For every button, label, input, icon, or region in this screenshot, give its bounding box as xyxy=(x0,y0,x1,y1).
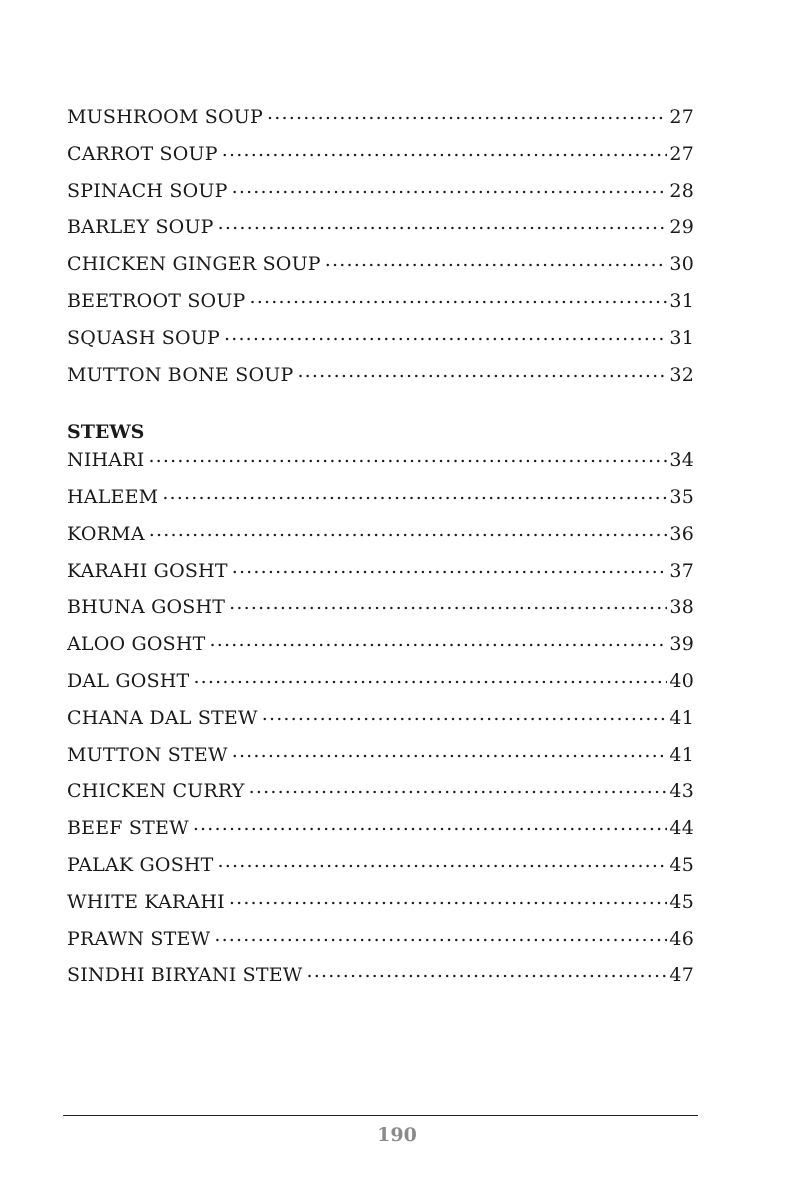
dot-leader xyxy=(193,668,667,687)
toc-entry-title: MUTTON STEW xyxy=(67,743,228,766)
dot-leader xyxy=(218,214,668,233)
toc-entry-page: 40 xyxy=(669,669,694,692)
toc-entry-title: SPINACH SOUP xyxy=(67,179,228,202)
toc-entry-page: 27 xyxy=(669,106,694,128)
toc-entry-title: DAL GOSHT xyxy=(67,669,190,692)
dot-leader xyxy=(162,484,667,503)
toc-entry-page: 46 xyxy=(669,927,694,950)
dot-leader xyxy=(262,705,668,724)
toc-entry-title: HALEEM xyxy=(67,485,159,508)
toc-entry-page: 30 xyxy=(669,253,694,276)
section-heading-stews: STEWS xyxy=(67,421,145,444)
dot-leader xyxy=(307,962,668,981)
toc-entry-page: 29 xyxy=(669,216,694,239)
toc-entry xyxy=(67,141,694,178)
dot-leader xyxy=(249,778,668,797)
dot-leader xyxy=(267,104,667,123)
toc-entry-page: 31 xyxy=(669,289,694,312)
toc-entry-title: CHANA DAL STEW xyxy=(67,706,258,729)
dot-leader xyxy=(229,889,668,908)
toc-entry-title: BEETROOT SOUP xyxy=(67,289,246,312)
table-of-contents xyxy=(67,104,694,999)
toc-entry-page: 45 xyxy=(669,853,694,876)
toc-entry-title: SQUASH SOUP xyxy=(67,326,220,349)
toc-entry-page: 35 xyxy=(669,485,694,508)
dot-leader xyxy=(148,447,667,466)
footer-divider xyxy=(63,1115,698,1116)
toc-entry-page: 28 xyxy=(669,179,694,202)
dot-leader xyxy=(214,926,667,945)
toc-entry-title: BEEF STEW xyxy=(67,817,189,840)
dot-leader xyxy=(232,178,668,197)
toc-entry xyxy=(67,705,694,742)
toc-entry-page: 32 xyxy=(669,363,694,386)
toc-entry xyxy=(67,558,694,595)
dot-leader xyxy=(222,141,668,160)
toc-entry-page: 27 xyxy=(669,142,694,165)
toc-entry-title: ALOO GOSHT xyxy=(67,633,206,656)
toc-entry-page: 41 xyxy=(669,743,694,766)
toc-entry-page: 41 xyxy=(669,706,694,729)
dot-leader xyxy=(250,288,668,307)
dot-leader xyxy=(325,251,668,270)
toc-entry xyxy=(67,594,694,631)
dot-leader xyxy=(229,594,667,613)
toc-entry xyxy=(67,214,694,251)
toc-entry xyxy=(67,104,694,141)
toc-entry xyxy=(67,521,694,558)
toc-entry xyxy=(67,852,694,889)
toc-entry xyxy=(67,742,694,779)
toc-entry xyxy=(67,962,694,999)
toc-entry xyxy=(67,778,694,815)
toc-entry-page: 37 xyxy=(669,559,694,582)
toc-entry-title: CHICKEN CURRY xyxy=(67,780,245,803)
toc-entry-page: 47 xyxy=(669,964,694,987)
toc-entry-page: 36 xyxy=(669,522,694,545)
toc-entry xyxy=(67,325,694,362)
toc-entry-title: CARROT SOUP xyxy=(67,142,218,165)
dot-leader xyxy=(210,631,668,650)
toc-entry-title: PALAK GOSHT xyxy=(67,853,214,876)
toc-entry-title: BHUNA GOSHT xyxy=(67,596,226,619)
toc-entry-page: 34 xyxy=(669,449,694,472)
toc-entry-title: NIHARI xyxy=(67,449,145,472)
toc-entry-page: 45 xyxy=(669,890,694,913)
toc-entry xyxy=(67,889,694,926)
toc-entry-title: MUTTON BONE SOUP xyxy=(67,363,294,386)
toc-entry-title: PRAWN STEW xyxy=(67,927,211,950)
toc-entry-title: CHICKEN GINGER SOUP xyxy=(67,253,321,276)
dot-leader xyxy=(218,852,668,871)
toc-entry-title: WHITE KARAHI xyxy=(67,890,225,913)
dot-leader xyxy=(193,815,668,834)
toc-entry-page: 43 xyxy=(669,780,694,803)
dot-leader xyxy=(232,742,668,761)
toc-entry xyxy=(67,288,694,325)
soups-list xyxy=(67,104,694,398)
toc-entry xyxy=(67,484,694,521)
dot-leader xyxy=(224,325,667,344)
dot-leader xyxy=(232,558,668,577)
toc-entry-title: KARAHI GOSHT xyxy=(67,559,228,582)
toc-entry xyxy=(67,251,694,288)
dot-leader xyxy=(297,362,667,381)
toc-entry xyxy=(67,668,694,705)
toc-entry xyxy=(67,447,694,484)
dot-leader xyxy=(149,521,668,540)
toc-entry xyxy=(67,178,694,215)
toc-entry-title: BARLEY SOUP xyxy=(67,216,214,239)
toc-entry-page: 39 xyxy=(669,633,694,656)
toc-entry xyxy=(67,631,694,668)
toc-entry-page: 44 xyxy=(669,817,694,840)
toc-entry-title: SINDHI BIRYANI STEW xyxy=(67,964,303,987)
toc-entry-title: KORMA xyxy=(67,522,145,545)
toc-entry-title: MUSHROOM SOUP xyxy=(67,106,263,128)
toc-entry xyxy=(67,926,694,963)
toc-entry-page: 38 xyxy=(669,596,694,619)
stews-list xyxy=(67,447,694,999)
toc-entry-page: 31 xyxy=(669,326,694,349)
toc-entry xyxy=(67,815,694,852)
page-number: 190 xyxy=(377,1124,417,1146)
toc-entry xyxy=(67,362,694,399)
